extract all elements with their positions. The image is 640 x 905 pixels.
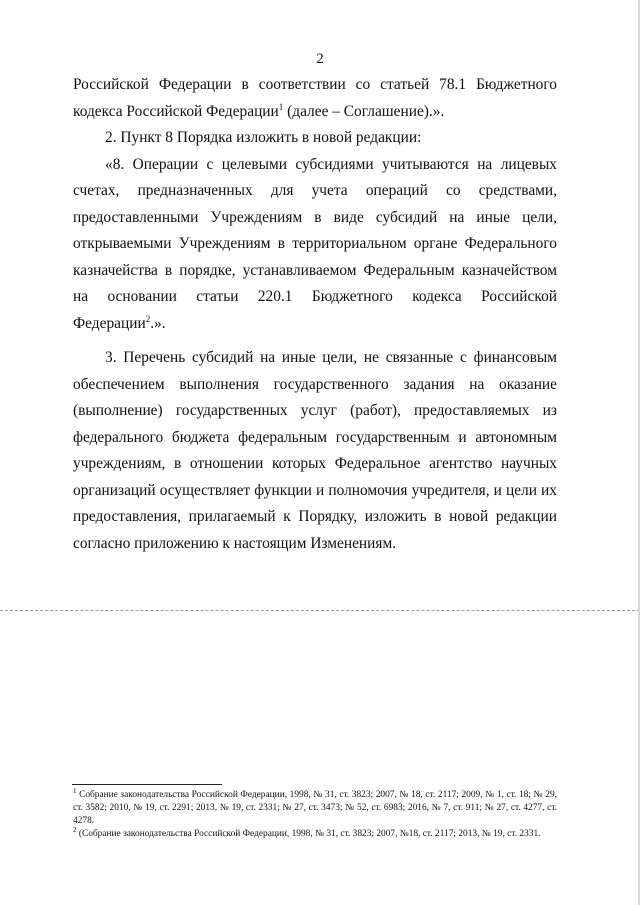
paragraph-quoted-item-8 [73, 152, 557, 338]
paragraph-3-text: «8. Операции с целевыми субсидиями учитываются на лицевых счетах, предназначенных для учета операций со средствами, предоставленными Учреждениям в виде субсидий на иные цели, открываемыми Учреждениям в территориальном органе Федерального казначейства в порядке, устанавливаемом Федеральным казначейством на основании статьи 220.1 Бюджетного кодекса Российской Федерации [73, 155, 557, 332]
paragraph-continuation [73, 72, 557, 125]
footnote-2 [73, 825, 557, 841]
footnote-2-mark: 2 [73, 825, 77, 834]
paragraph-item-3: 3. Перечень субсидий на иные цели, не связанные с финансовым обеспечением выполнения государственного задания на оказание (выполнение) государственных услуг (работ), предоставляемых из федерального бюджета федеральным государственным и автономным учреждениям, в отношении которых Федеральное агентство научных организаций осуществляет функции и полномочия учредителя, и цели их предоставления, прилагаемый к Порядку, изложить в новой редакции согласно приложению к настоящим Изменениям. [73, 349, 557, 552]
footnotes-block [73, 786, 557, 841]
paragraph-item-2: 2. Пункт 8 Порядка изложить в новой редакции: [105, 129, 422, 146]
scan-artifact-line [0, 610, 640, 611]
footnote-1-text: Собрание законодательства Российской Федерации, 1998, № 31, ст. 3823; 2007, № 18, ст. 2117; 2009, № 1, ст. 18; № 29, ст. 3582; 2010, № 19, ст. 2291; 2013, № 19, ст. 2331; № 27, ст. 3473; № 52, ст. 6983; 2016, № 7, ст. 911; № 27, ст. 4277, ст. 4278. [73, 790, 557, 826]
paragraph-1-text: Российской Федерации в соответствии со статьей 78.1 Бюджетного кодекса Российской Федерации [73, 76, 557, 120]
footnote-ref-1[interactable]: 1 [278, 101, 284, 112]
footnote-separator [72, 784, 222, 785]
footnote-ref-2[interactable]: 2 [145, 313, 151, 324]
paragraph-1-tail: (далее – Соглашение).». [283, 102, 445, 120]
footnote-2-text: (Собрание законодательства Российской Федерации, 1998, № 31, ст. 3823; 2007, №18, ст. 2117; 2013, № 19, ст. 2331. [76, 829, 541, 839]
document-body [73, 72, 557, 557]
paragraph-3-tail: .». [150, 314, 166, 332]
page-number: 2 [316, 51, 324, 67]
footnote-1-mark: 1 [73, 786, 77, 795]
footnote-1 [73, 786, 557, 828]
